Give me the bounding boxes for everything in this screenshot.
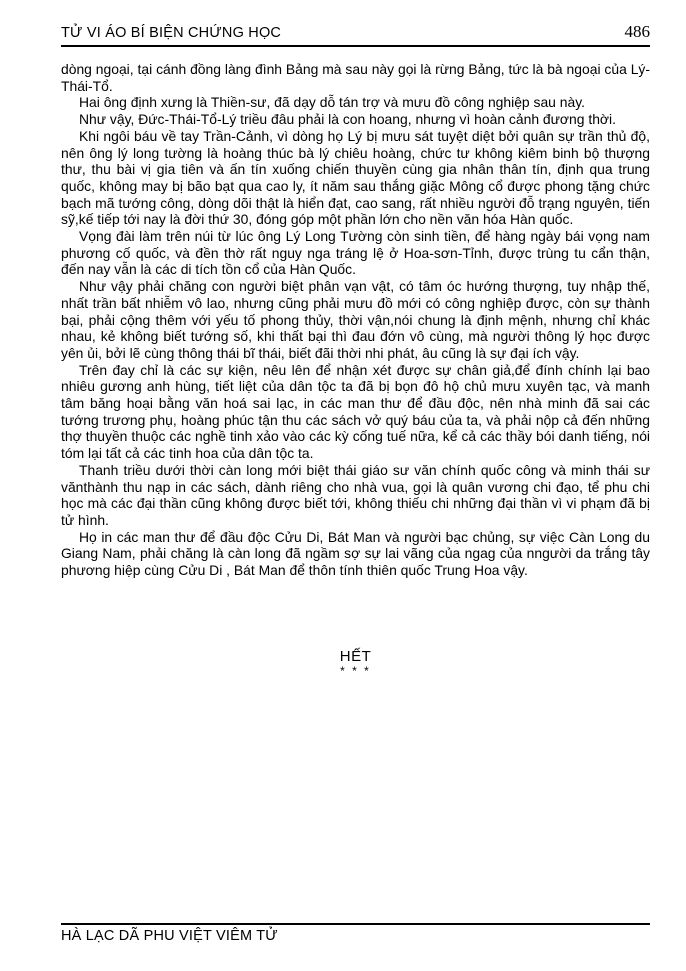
footer-author: HÀ LẠC DÃ PHU VIỆT VIÊM TỬ	[61, 928, 278, 944]
paragraph: Như vậy, Đức-Thái-Tổ-Lý triều đâu phải là con hoang, nhưng vì hoàn cảnh đương thời.	[79, 111, 616, 128]
paragraph: Vọng đài làm trên núi từ lúc ông Lý Long Tường còn sinh tiền, để hàng ngày bái vọng nam phương cố quốc, và đền thờ rất nguy nga tráng lệ ở Hoa-sơn-Tỉnh, được trùng tu cẩn thận, đến nay vẫn là các di tích tồn cổ của Hàn Quốc.	[61, 228, 650, 278]
body-text	[61, 61, 650, 579]
page-title: TỬ VI ÁO BÍ BIỆN CHỨNG HỌC	[61, 25, 282, 41]
end-marker: HẾT	[339, 648, 372, 665]
paragraph: Như vậy phải chăng con người biệt phân vạn vật, có tâm óc hướng thượng, tuy nhập thế, nhất trần bất nhiễm vô lao, nhưng cũng phải mưu đồ mới có công nghiệp được, còn sự thành bại, phải cộng thêm với yếu tố phong thủy, thời vận,nói chung là định mệnh, nhưng chỉ khác nhau, kẻ không biết tướng số, khi thất bại thì đau đớn vô cùng, mà người thông lý học được yên ủi, bởi lẽ cùng thông thái bĩ thái, biết đãi thời nhi phát, âu cũng là sự đại ích vậy.	[61, 278, 650, 361]
page-footer	[61, 923, 650, 944]
paragraph: Hai ông định xưng là Thiền-sư, đã dạy dỗ tán trợ và mưu đồ công nghiệp sau này.	[79, 94, 585, 111]
page-number: 486	[624, 22, 650, 41]
page-header	[61, 22, 650, 47]
end-block	[61, 648, 650, 678]
paragraph: Khi ngôi báu về tay Trần-Cảnh, vì dòng họ Lý bị mưu sát tuyệt diệt bởi quân sự trần thủ độ, nên ông lý long tường là hoàng thúc bà lý chiêu hoàng, chức tư không kiêm binh bộ thượng thư, thu bài vị gia tiên và ấn tín xuống chiến thuyền cùng gia nhân thân tín, định qua trung quốc, không may bị bão bạt qua cao ly, ít năm sau thắng giặc Mông cổ được phong tặng chức bạch mã tướng công, dòng dõi thật là hiển đạt, cao sang, rất nhiều người đỗ trạng nguyên, tiến sỹ,kế tiếp tới nay là đời thứ 30, đóng góp một phần lớn cho nền văn hóa Hàn quốc.	[61, 127, 650, 228]
paragraph: dòng ngoại, tại cánh đồng làng đình Bảng mà sau này gọi là rừng Bảng, tức là bà ngoại của Lý-Thái-Tổ.	[61, 61, 650, 94]
paragraph: Họ in các man thư để đầu độc Cửu Di, Bát Man và người bạc chủng, sự việc Càn Long du Giang Nam, phải chăng là càn long đã ngầm sợ sự lai vãng của ngag của nngười da trắng tây phương hiệp cùng Cửu Di , Bát Man để thôn tính thiên quốc Trung Hoa vậy.	[61, 528, 650, 579]
end-stars: * * *	[340, 664, 371, 678]
paragraph: Thanh triều dưới thời càn long mới biệt thái giáo sư văn chính quốc công và minh thái sư vănthành thu nạp in các sách, dành riêng cho nhà vua, gọi là quân vương chi đạo, tể phu chi học mà các đại thần cũng không được biết tới, không thiếu chi những đại thần vì vi phạm đã bị tử hình.	[61, 461, 650, 528]
paragraph: Trên đay chỉ là các sự kiện, nêu lên để nhận xét được sự chân giả,để đính chính lại bao nhiêu gương anh hùng, tiết liệt của dân tộc ta đã bị bọn đô hộ chủ mưu xuyên tạc, và manh tâm băng hoại bằng văn hoá sai lạc, in các man thư để đầu độc, nên nhà minh đã sai các tướng trương phụ, hoàng phúc tận thu các sách vở quý báu của ta, và phải nộp cả đến những thợ thuyền thuộc các nghề tinh xảo vào các kỳ cống tuế nữa, kể cả các thầy bói danh tiếng, nói tóm lại tất cả các tinh hoa của dân tộc ta.	[61, 361, 650, 462]
